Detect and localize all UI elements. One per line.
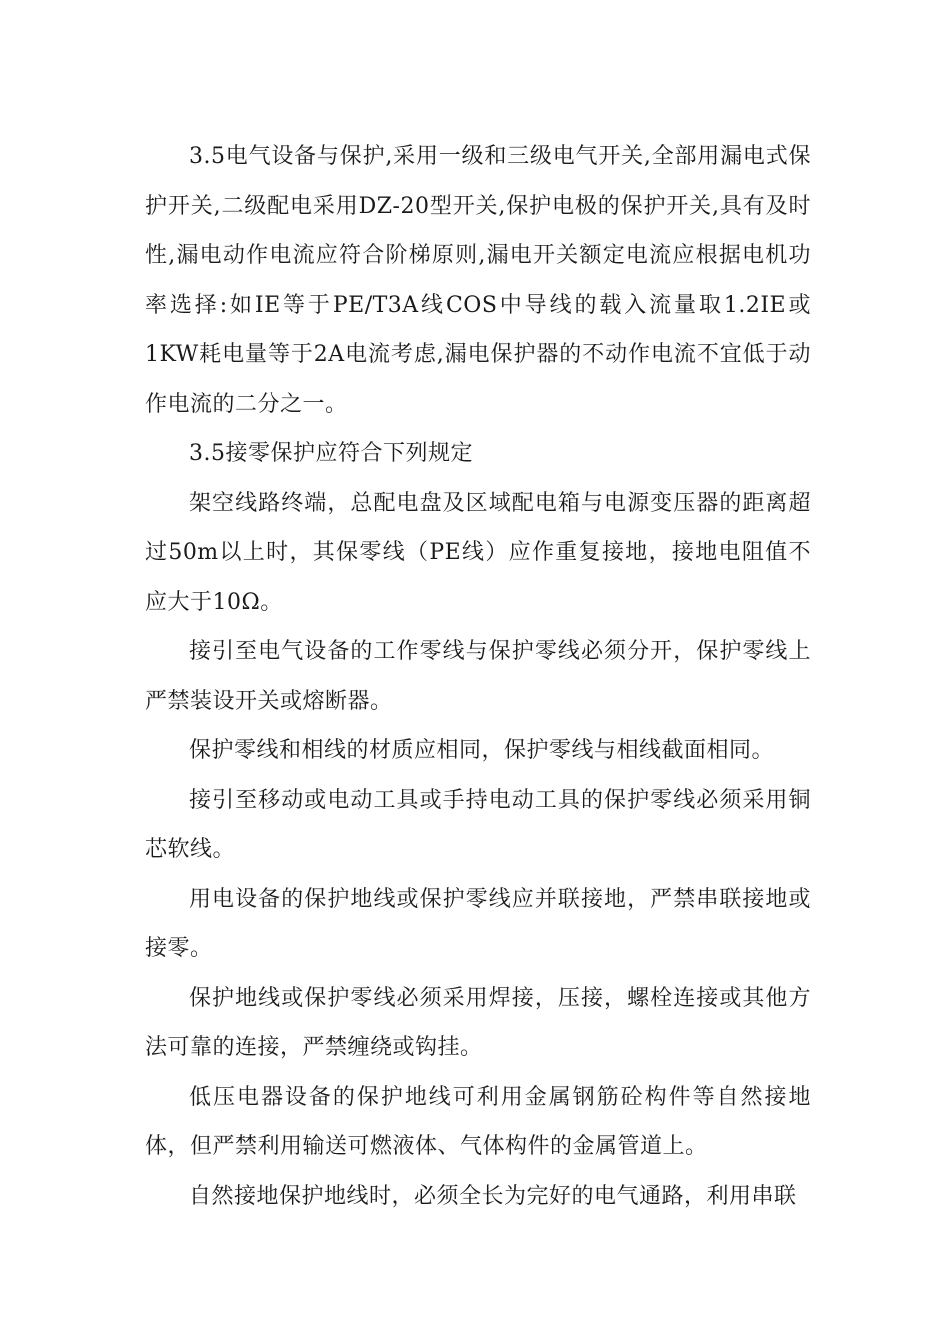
paragraph-repeat-grounding: 架空线路终端，总配电盘及区域配电箱与电源变压器的距离超过50m以上时，其保零线（PE线）应作重复接地，接地电阻值不应大于10Ω。 bbox=[145, 490, 811, 615]
paragraph-same-material: 保护零线和相线的材质应相同，保护零线与相线截面相同。 bbox=[189, 738, 775, 763]
paragraph-zero-protection-heading: 3.5接零保护应符合下列规定 bbox=[189, 441, 473, 466]
document-body bbox=[145, 132, 811, 1221]
paragraph-natural-grounding-body: 低压电器设备的保护地线可利用金属钢筋砼构件等自然接地体，但严禁利用输送可燃液体、气体构件的金属管道上。 bbox=[145, 1084, 811, 1159]
paragraph-electrical-protection: 3.5电气设备与保护,采用一级和三级电气开关,全部用漏电式保护开关,二级配电采用DZ-20型开关,保护电极的保护开关,具有及时性,漏电动作电流应符合阶梯原则,漏电开关额定电流应根据电机功率选择:如IE等于PE/T3A线COS中导线的载入流量取1.2IE或1KW耗电量等于2A电流考虑,漏电保护器的不动作电流不宜低于动作电流的二分之一。 bbox=[145, 144, 811, 417]
paragraph-separate-neutral: 接引至电气设备的工作零线与保护零线必须分开，保护零线上严禁装设开关或熔断器。 bbox=[145, 639, 811, 714]
paragraph-natural-grounding-path: 自然接地保护地线时，必须全长为完好的电气通路，利用串联 bbox=[189, 1183, 797, 1209]
paragraph-parallel-grounding: 用电设备的保护地线或保护零线应并联接地，严禁串联接地或接零。 bbox=[145, 886, 811, 961]
paragraph-connection-method: 保护地线或保护零线必须采用焊接，压接，螺栓连接或其他方法可靠的连接，严禁缠绕或钩挂。 bbox=[145, 985, 811, 1060]
paragraph-copper-wire: 接引至移动或电动工具或手持电动工具的保护零线必须采用铜芯软线。 bbox=[145, 787, 811, 862]
